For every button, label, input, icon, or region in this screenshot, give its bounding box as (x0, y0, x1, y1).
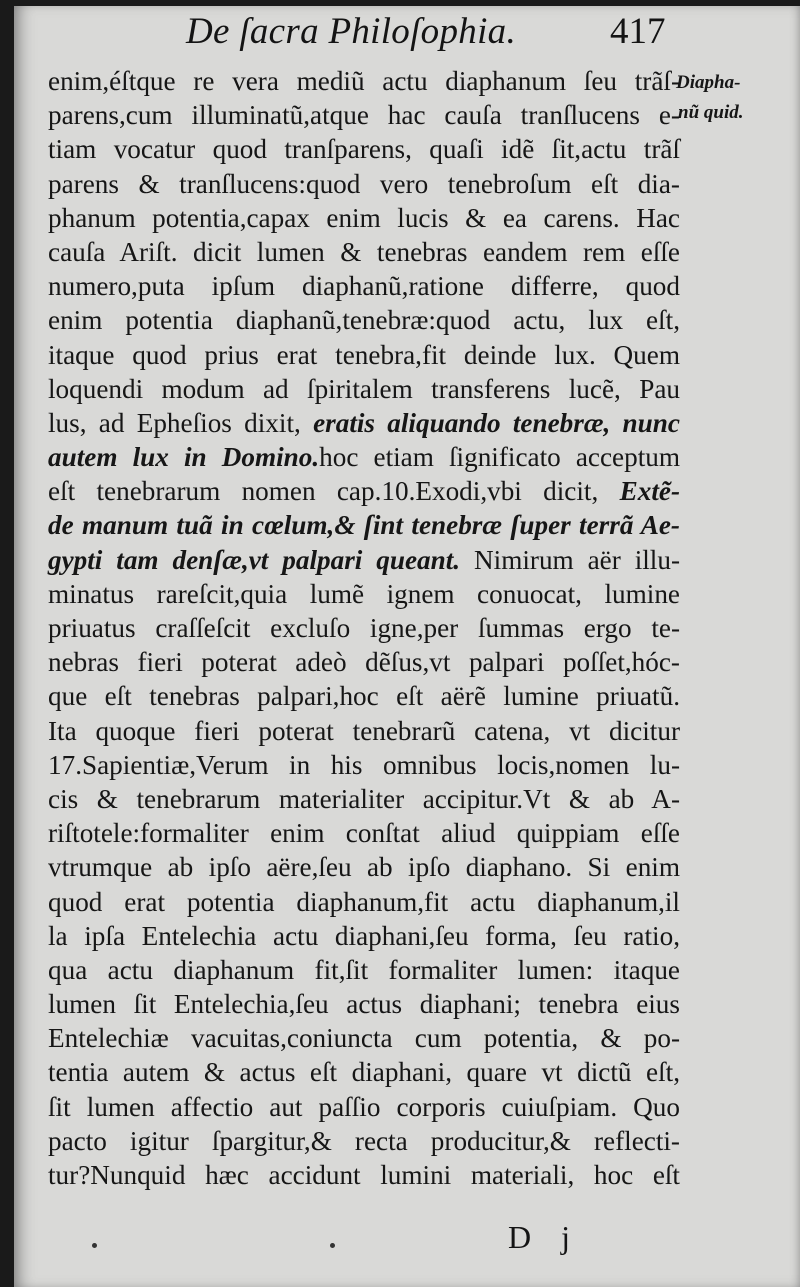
text-run: tur?Nunquid hæc accidunt lumini materiali, hoc eſt (48, 1160, 680, 1190)
text-line (48, 782, 680, 816)
text-line (48, 98, 680, 132)
text-line (48, 645, 680, 679)
text-run: loquendi modum ad ſpiritalem transferens lucẽ, Pau (48, 373, 680, 404)
text-run: numero,puta ipſum diaphanũ,ratione differre, quod (48, 271, 680, 302)
margin-note-line: Diapha- (676, 72, 741, 93)
text-run: Nimirum aër illu- (460, 544, 680, 575)
text-line (48, 406, 680, 440)
text-line (48, 1124, 680, 1158)
text-run: Entelechiæ vacuitas,coniuncta cum potentia, & po- (48, 1023, 680, 1054)
page-footer (0, 1205, 800, 1265)
text-line (48, 850, 680, 884)
text-run: que eſt tenebras palpari,hoc eſt aërẽ lumine priuatũ. (48, 681, 680, 712)
text-run: la ipſa Entelechia actu diaphani,ſeu forma, ſeu ratio, (48, 920, 680, 951)
signature-mark: D j (508, 1219, 570, 1255)
text-line (48, 543, 680, 577)
text-line (48, 303, 680, 337)
text-run: enim potentia diaphanũ,tenebræ:quod actu, lux eſt, (48, 305, 680, 336)
page-number: 417 (610, 11, 666, 52)
text-run: nebras fieri poterat adeò dẽſus,vt palpari poſſet,hóc- (48, 647, 680, 678)
text-line (48, 1055, 680, 1089)
text-run: pacto igitur ſpargitur,& recta producitur,& reflecti- (48, 1125, 680, 1156)
text-line (48, 816, 680, 850)
text-run: hoc etiam ſignificato acceptum (319, 442, 680, 473)
text-run: quod erat potentia diaphanum,fit actu diaphanum,il (48, 886, 680, 917)
text-run: lumen ſit Entelechia,ſeu actus diaphani; tenebra eius (48, 989, 680, 1020)
text-run: minatus rareſcit,quia lumẽ ignem conuocat, lumine (48, 578, 680, 609)
italic-quote: autem lux in Domino. (48, 442, 320, 473)
ink-dot (330, 1243, 335, 1248)
text-line (48, 679, 680, 713)
text-line (48, 1158, 680, 1192)
text-run: parens,cum illuminatũ,atque hac cauſa tranſlucens e- (48, 100, 680, 131)
text-line (48, 953, 680, 987)
text-run: tiam vocatur quod tranſparens, quaſi idẽ ſit,actu trãſ (48, 134, 680, 165)
text-run: ſit lumen affectio aut paſſio corporis cuiuſpiam. Quo (48, 1091, 680, 1122)
text-run: itaque quod prius erat tenebra,fit deinde lux. Quem (48, 339, 680, 370)
text-line (48, 235, 680, 269)
body-text (48, 64, 680, 1192)
text-run: Ita quoque fieri poterat tenebrarũ catena, vt dicitur (48, 715, 680, 746)
text-run: qua actu diaphanum fit,ſit formaliter lumen: itaque (48, 954, 680, 985)
text-run: parens & tranſlucens:quod vero tenebroſum eſt dia- (48, 168, 680, 199)
text-line (48, 1021, 680, 1055)
text-line (48, 132, 680, 166)
text-run: enim,éſtque re vera mediũ actu diaphanum ſeu trãſ- (48, 66, 680, 96)
text-line (48, 167, 680, 201)
text-run: tentia autem & actus eſt diaphani, quare vt dictũ eſt, (48, 1057, 680, 1088)
italic-quote: eratis aliquando tenebræ, nunc (313, 407, 680, 438)
italic-quote: de manum tuã in cœlum,& ſint tenebræ ſuper terrã Ae- (48, 510, 680, 541)
text-run: riſtotele:formaliter enim conſtat aliud quippiam eſſe (48, 818, 680, 849)
text-line (48, 1090, 680, 1124)
text-line (48, 919, 680, 953)
text-line (48, 338, 680, 372)
text-line (48, 508, 680, 542)
text-run: phanum potentia,capax enim lucis & ea carens. Hac (48, 202, 680, 233)
running-head (0, 0, 800, 60)
margin-note-line: nũ quid. (678, 102, 744, 123)
text-line (48, 440, 680, 474)
text-run: eſt tenebrarum nomen cap.10.Exodi,vbi dicit, (48, 476, 620, 507)
text-line (48, 64, 680, 98)
text-line (48, 372, 680, 406)
text-line (48, 987, 680, 1021)
text-line (48, 714, 680, 748)
page-title: De ſacra Philoſophia. (186, 11, 517, 52)
text-line (48, 748, 680, 782)
text-line (48, 269, 680, 303)
text-run: vtrumque ab ipſo aëre,ſeu ab ipſo diaphano. Si enim (48, 852, 680, 883)
italic-quote: gypti tam denſæ,vt palpari queant. (48, 544, 461, 575)
text-line (48, 577, 680, 611)
text-line (48, 885, 680, 919)
text-run: lus, ad Epheſios dixit, (48, 407, 314, 438)
text-run: priuatus craſſeſcit excluſo igne,per ſummas ergo te- (48, 613, 680, 643)
italic-quote: Extẽ- (619, 476, 680, 507)
margin-note (676, 68, 800, 128)
text-run: cis & tenebrarum materialiter accipitur.Vt & ab A- (48, 783, 680, 814)
text-run: cauſa Ariſt. dicit lumen & tenebras eandem rem eſſe (48, 236, 680, 267)
ink-dot (92, 1243, 97, 1248)
text-run: 17.Sapientiæ,Verum in his omnibus locis,nomen lu- (48, 749, 680, 780)
text-line (48, 201, 680, 235)
text-line (48, 611, 680, 645)
text-line (48, 474, 680, 508)
